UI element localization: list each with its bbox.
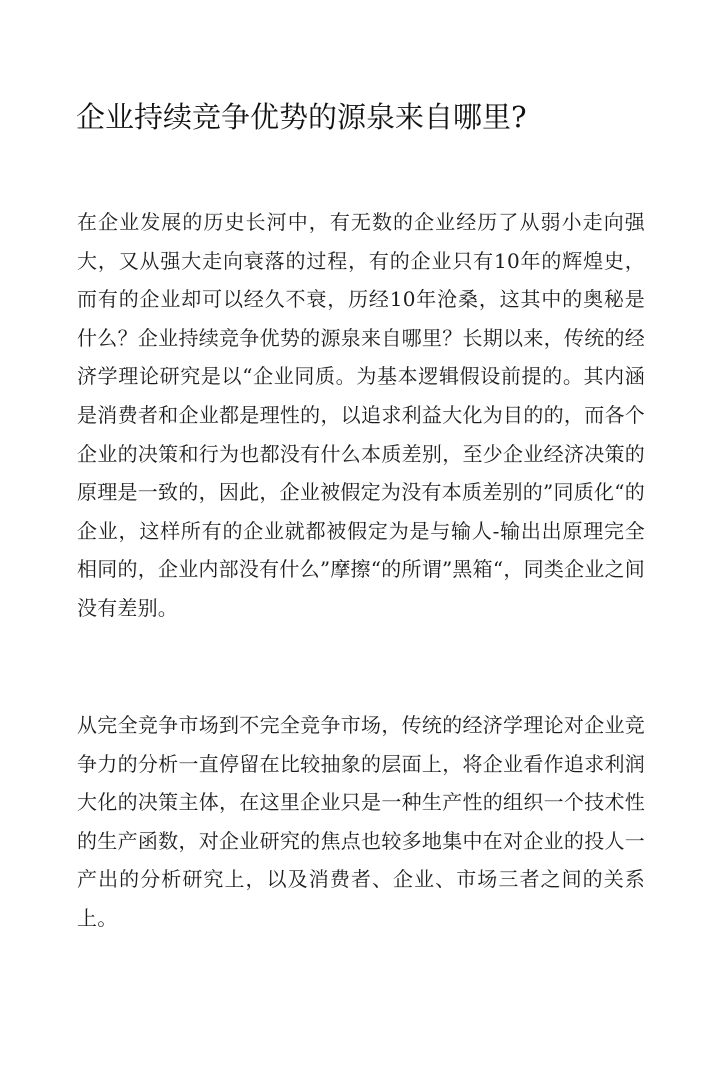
paragraph-1: 在企业发展的历史长河中，有无数的企业经历了从弱小走向强大，又从强大走向衰落的过程，有的企业只有10年的辉煌史，而有的企业却可以经久不衰，历经10年沧桑，这其中的奥秘是什么？企业持续竞争优势的源泉来自哪里？长期以来，传统的经济学理论研究是以“企业同质。为基本逻辑假设前提的。其内涵是消费者和企业都是理性的，以追求利益大化为目的的，而各个企业的决策和行为也都没有什么本质差别，至少企业经济决策的原理是一致的，因此，企业被假定为没有本质差别的”同质化“的企业，这样所有的企业就都被假定为是与输人-输出出原理完全相同的，企业内部没有什么”摩擦“的所谓”黑箱“，同类企业之间没有差别。	[77, 210, 645, 620]
paragraph-2: 从完全竞争市场到不完全竞争市场，传统的经济学理论对企业竞争力的分析一直停留在比较抽象的层面上，将企业看作追求利润大化的决策主体，在这里企业只是一种生产性的组织一个技术性的生产函数，对企业研究的焦点也较多地集中在对企业的投人一产出的分析研究上，以及消费者、企业、市场三者之间的关系上。	[77, 713, 645, 930]
page-title: 企业持续竞争优势的源泉来自哪里?	[76, 100, 527, 134]
